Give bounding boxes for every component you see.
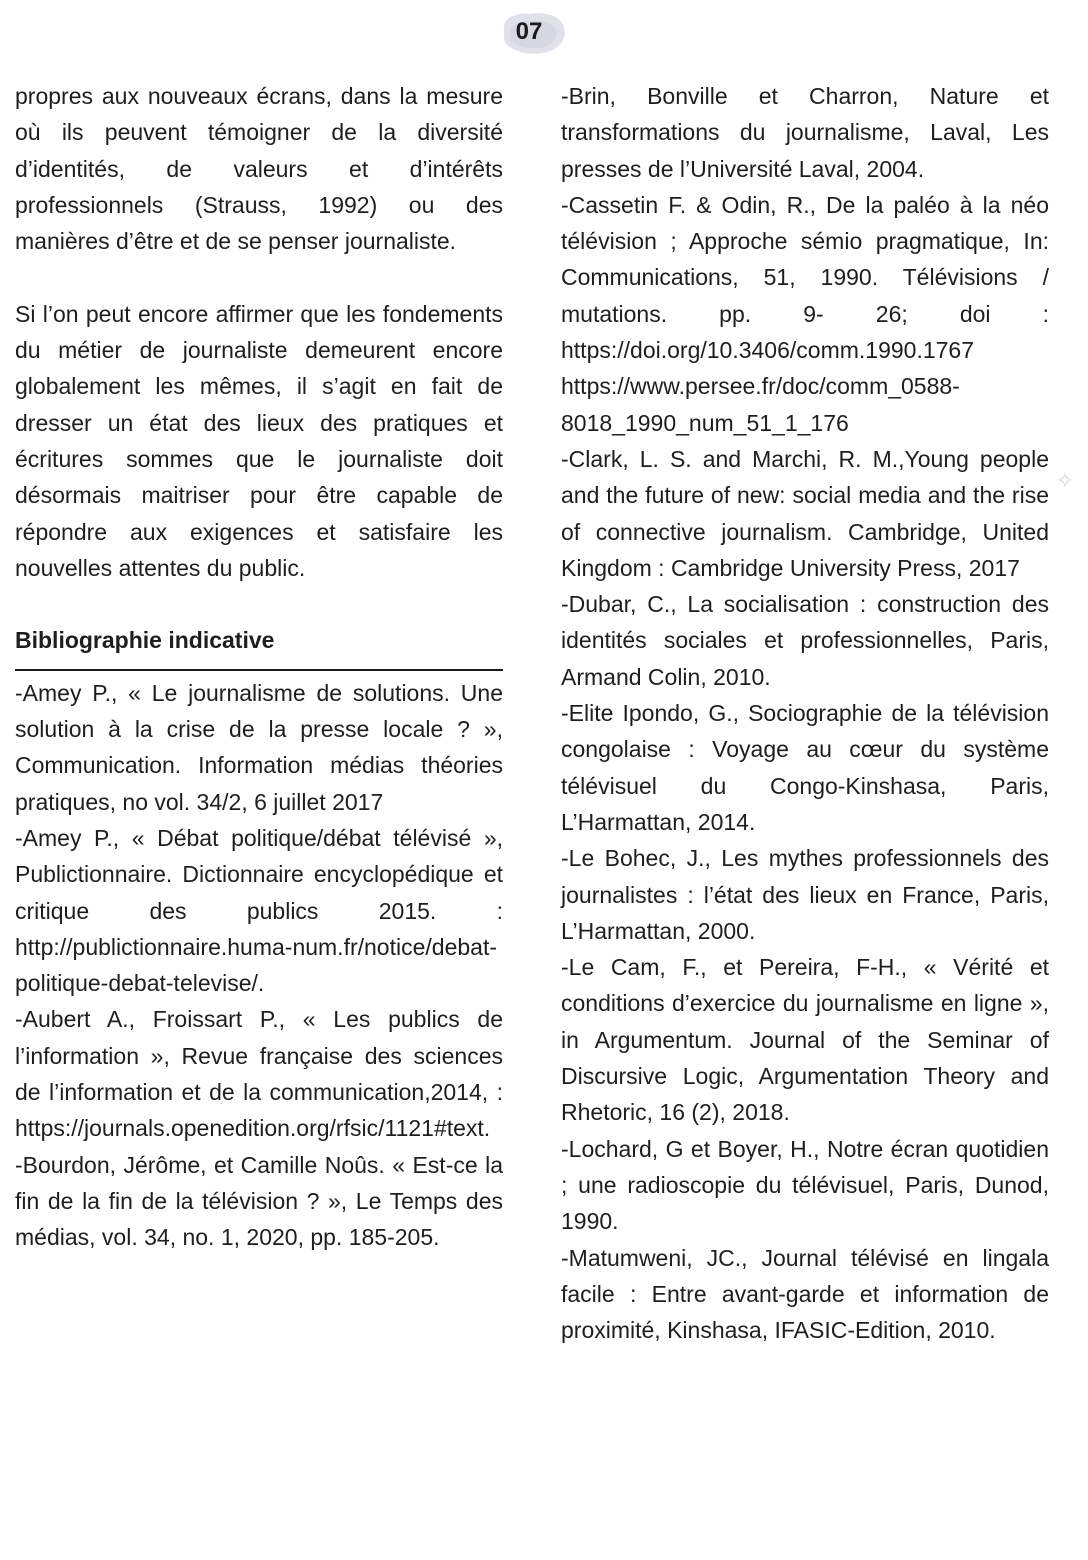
bibliography-heading: Bibliographie indicative: [15, 627, 275, 654]
bibliography-entry: -Dubar, C., La socialisation : construction des identités sociales et professionnelles, Paris, Armand Colin, 2010.: [561, 591, 1049, 690]
page-number: 07: [515, 18, 543, 45]
bibliography-entry: -Amey P., « Débat politique/débat télévisé », Publictionnaire. Dictionnaire encyclopédique et critique des publics 2015. : http://publictionnaire.huma-num.fr/notice/debat-politique-debat-televise/.: [15, 824, 503, 997]
right-column: [561, 78, 1049, 1348]
heading-divider: [15, 669, 503, 671]
sparkle-icon: ✧: [1055, 468, 1074, 493]
body-paragraph: propres aux nouveaux écrans, dans la mesure où ils peuvent témoigner de la diversité d’identités, de valeurs et d’intérêts professionnels (Strauss, 1992) ou des manières d’être et de se penser journaliste.: [15, 83, 503, 255]
bibliography-entry: -Elite Ipondo, G., Sociographie de la télévision congolaise : Voyage au cœur du système télévisuel du Congo-Kinshasa, Paris, L’Harmattan, 2014.: [561, 700, 1049, 835]
left-column: [15, 78, 503, 1256]
bibliography-entry: -Matumweni, JC., Journal télévisé en lingala facile : Entre avant-garde et information de proximité, Kinshasa, IFASIC-Edition, 2010.: [561, 1244, 1049, 1344]
bibliography-entry: -Clark, L. S. and Marchi, R. M.,Young people and the future of new: social media and the rise of connective journalism. Cambridge, United Kingdom : Cambridge University Press, 2017: [561, 445, 1049, 581]
bibliography-entry: https://www.persee.fr/doc/comm_0588-8018_1990_num_51_1_176: [561, 373, 960, 436]
bibliography-entry: -Le Cam, F., et Pereira, F-H., « Vérité et conditions d’exercice du journalisme en ligne », in Argumentum. Journal of the Seminar of Discursive Logic, Argumentation Theory and Rhetoric, 16 (2), 2018.: [561, 954, 1049, 1126]
bibliography-entry: -Cassetin F. & Odin, R., De la paléo à la néo télévision ; Approche sémio pragmatique, In: Communications, 51, 1990. Télévisions / mutations. pp. 9- 26; doi : https://doi.org/10.3406/comm.1990.1767: [561, 191, 1049, 364]
body-paragraph: Si l’on peut encore affirmer que les fondements du métier de journaliste demeurent encore globalement les mêmes, il s’agit en fait de dresser un état des lieux des pratiques et écritures sommes que le journaliste doit désormais maitriser pour être capable de répondre aux exigences et satisfaire les nouvelles attentes du public.: [15, 300, 503, 581]
bibliography-entry: -Amey P., « Le journalisme de solutions. Une solution à la crise de la presse locale ? », Communication. Information médias théories pratiques, no vol. 34/2, 6 juillet 2017: [15, 679, 503, 815]
bibliography-entry: -Brin, Bonville et Charron, Nature et transformations du journalisme, Laval, Les presses de l’Université Laval, 2004.: [561, 83, 1049, 182]
bibliography-entry: -Le Bohec, J., Les mythes professionnels des journalistes : l’état des lieux en France, Paris, L’Harmattan, 2000.: [561, 845, 1049, 944]
bibliography-entry: -Lochard, G et Boyer, H., Notre écran quotidien ; une radioscopie du télévisuel, Paris, Dunod, 1990.: [561, 1135, 1049, 1235]
page-number-badge: [496, 8, 570, 58]
bibliography-entry: -Bourdon, Jérôme, et Camille Noûs. « Est-ce la fin de la fin de la télévision ? », Le Temps des médias, vol. 34, no. 1, 2020, pp. 185-205.: [15, 1151, 503, 1251]
bibliography-entry: -Aubert A., Froissart P., « Les publics de l’information », Revue française des sciences de l’information et de la communication,2014, : https://journals.openedition.org/rfsic/1121#text.: [15, 1006, 503, 1142]
